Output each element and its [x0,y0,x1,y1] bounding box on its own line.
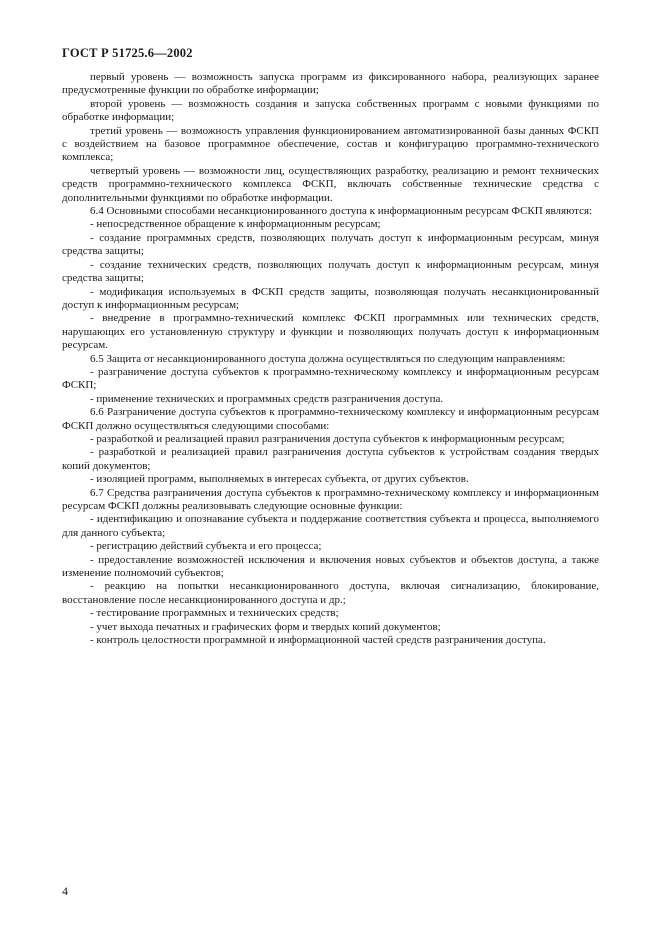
paragraph: 6.4 Основными способами несанкционированного доступа к информационным ресурсам ФСКП являются: [90,205,593,218]
paragraph: первый уровень — возможность запуска программ из фиксированного набора, реализующих заранее предусмотренные функции по обработке информации; [62,71,599,97]
paragraph: - предоставление возможностей исключения и включения новых субъектов и объектов доступа, а также изменение полномочий субъектов; [62,553,599,580]
paragraph: - регистрацию действий субъекта и его процесса; [90,540,322,553]
paragraph: - изоляцией программ, выполняемых в интересах субъекта, от других субъектов. [90,473,469,486]
paragraph: третий уровень — возможность управления функционированием автоматизированной базы данных ФСКП с воздействием на базовое программное обеспечение, состав и конфигурацию программно-технического комплекса; [62,124,599,164]
paragraph: - создание технических средств, позволяющих получать доступ к информационным ресурсам, минуя средства защиты; [62,258,599,285]
document-header: ГОСТ Р 51725.6—2002 [62,46,193,60]
paragraph: - учет выхода печатных и графических форм и твердых копий документов; [90,620,441,633]
paragraph: - непосредственное обращение к информационным ресурсам; [90,218,381,231]
paragraph: - тестирование программных и технических средств; [90,607,339,620]
body-text [62,71,599,647]
paragraph: второй уровень — возможность создания и запуска собственных программ с новыми функциями по обработке информации; [62,97,599,124]
paragraph: - контроль целостности программной и информационной частей средств разграничения доступа. [90,634,546,647]
paragraph: - модификация используемых в ФСКП средств защиты, позволяющая получать несанкционированный доступ к информационным ресурсам; [62,285,599,311]
paragraph: - применение технических и программных средств разграничения доступа. [90,392,444,405]
paragraph: - разработкой и реализацией правил разграничения доступа субъектов к устройствам создания твердых копий документов; [62,446,599,472]
paragraph: - идентификацию и опознавание субъекта и поддержание соответствия субъекта и процесса, выполняемого для данного субъекта; [62,513,599,539]
paragraph: четвертый уровень — возможности лиц, осуществляющих разработку, реализацию и ремонт технических средств программно-технического комплекса ФСКП, включать собственные технические средства с дополнительными функциями по обработке информации. [62,164,599,204]
paragraph: - разработкой и реализацией правил разграничения доступа субъектов к информационным ресурсам; [90,432,565,445]
paragraph: - внедрение в программно-технический комплекс ФСКП программных или технических средств, нарушающих его установленную структуру и функции и позволяющих получать доступ к информационным ресурсам. [62,312,599,352]
paragraph: 6.5 Защита от несанкционированного доступа должна осуществляться по следующим направлениям: [90,352,566,365]
paragraph: - реакцию на попытки несанкционированного доступа, включая сигнализацию, блокирование, восстановление после несанкционированного доступа и др.; [62,580,599,606]
paragraph: - разграничение доступа субъектов к программно-техническому комплексу и информационным ресурсам ФСКП; [62,365,599,392]
paragraph: 6.7 Средства разграничения доступа субъектов к программно-техническому комплексу и информационным ресурсам ФСКП должны реализовывать следующие основные функции: [62,486,599,512]
paragraph: - создание программных средств, позволяющих получать доступ к информационным ресурсам, минуя средства защиты; [62,231,599,258]
page-number: 4 [62,884,68,898]
paragraph: 6.6 Разграничение доступа субъектов к программно-техническому комплексу и информационным ресурсам ФСКП должно осуществляться следующими способами: [62,406,599,432]
